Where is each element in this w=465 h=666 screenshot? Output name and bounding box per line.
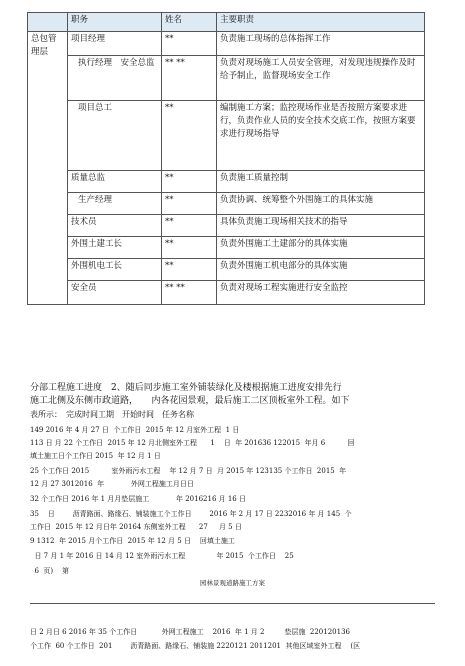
role-cell: 项目经理 bbox=[68, 32, 162, 56]
role-cell: 技术员 bbox=[68, 215, 162, 237]
table-row bbox=[28, 215, 425, 237]
role-cell: 外围土建工长 bbox=[68, 237, 162, 259]
table-row bbox=[28, 237, 425, 259]
name-cell: ** bbox=[162, 215, 217, 237]
duty-cell: 负责对现场施工人员安全管理，对发现违规操作及时给予制止，监督现场安全工作 bbox=[217, 56, 425, 101]
name-cell: ** bbox=[162, 101, 217, 171]
group-label-cell: 总包管理层 bbox=[28, 32, 68, 305]
schedule-line: 工作日 2015 年 12 月日年 20164 东侧室外工程 27 月 5 日 bbox=[30, 523, 242, 531]
page-number-line: 6 页) 第 bbox=[30, 567, 69, 575]
table-row bbox=[28, 259, 425, 281]
schedule-line: 35 日 沥青路面、路缘石、铺装施工个工作日 2016 年 2 月 17 日 2232016 年 月 145 个 bbox=[30, 510, 352, 518]
role-cell: 项目总工 bbox=[68, 101, 162, 171]
role-cell: 外围机电工长 bbox=[68, 259, 162, 281]
duty-cell: 具体负责施工现场相关技术的指导 bbox=[217, 215, 425, 237]
duty-cell: 负责外围施工土建部分的具体实施 bbox=[217, 237, 425, 259]
paragraph-line: 分部工程施工进度 2、随后同步施工室外铺装绿化及楼根据施工进度安排先行 bbox=[30, 383, 342, 393]
role-cell: 质量总监 bbox=[68, 171, 162, 193]
duty-cell: 负责对现场工程实施进行安全监控 bbox=[217, 281, 425, 305]
schedule-line: 25 个工作日 2015 室外雨污水工程 年 12 月 7 日 月 2015 年 123135 个工作日 2015 年 bbox=[30, 467, 347, 475]
duty-cell: 负责施工质量控制 bbox=[217, 171, 425, 193]
role-cell: 安全员 bbox=[68, 281, 162, 305]
table-header-name: 姓名 bbox=[162, 13, 217, 32]
name-cell: ** bbox=[162, 237, 217, 259]
schedule-line: 12 月 27 3012016 年 外网工程施工月日日 bbox=[30, 480, 194, 488]
footer-title: 园林景观道路施工方案 bbox=[200, 579, 265, 587]
table-row bbox=[28, 56, 425, 101]
schedule-line: 149 2016 年 4 月 27 日 个工作日 2015 年 12 月室外工程 1 日 bbox=[30, 426, 240, 434]
schedule-line: 填土施工日个工作日 2015 年 12 月 1 日 bbox=[30, 452, 161, 460]
table-header-row bbox=[28, 13, 425, 32]
table-header-corner bbox=[28, 13, 68, 32]
table-row bbox=[28, 193, 425, 215]
schedule-line: 日 7 月 1 年 2016 日 14 月 12 室外雨污水工程 年 2015 个工作日 25 bbox=[30, 552, 294, 560]
table-row bbox=[28, 171, 425, 193]
responsibility-table bbox=[27, 12, 425, 305]
table-header-role: 职务 bbox=[68, 13, 162, 32]
duty-cell: 编制施工方案；监控现场作业是否按照方案要求进行，负责作业人员的安全技术交底工作，按照方案要求进行现场指导 bbox=[217, 101, 425, 171]
paragraph-line: 施工北侧及东侧市政道路， 内各花园景观，最后施工二区顶板室外工程。如下 bbox=[30, 396, 350, 406]
duty-cell: 负责协调、统筹整个外围施工的具体实施 bbox=[217, 193, 425, 215]
schedule-line: 9 1312 年 2015 月个工作日 2015 年 12 月 5 日 回填土施工 bbox=[30, 537, 235, 545]
paragraph-line: 表所示： 完成时间工期 开始时间 任务名称 bbox=[30, 410, 194, 419]
schedule-line: 113 日 月 22 个工作日 2015 年 12 月北侧室外工程 1 日 年 201636 122015 年月 6 回 bbox=[30, 439, 355, 447]
role-cell: 执行经理 安全总监 bbox=[68, 56, 162, 101]
name-cell: ** ** bbox=[162, 281, 217, 305]
table-row bbox=[28, 281, 425, 305]
name-cell: ** ** bbox=[162, 56, 217, 101]
table-row bbox=[28, 32, 425, 56]
bottom-line: 日 2 月日 6 2016 年 35 个工作日 外网工程施工 2016 年 1 月 2 垫层施 220120136 bbox=[30, 628, 350, 636]
duty-cell: 负责外围施工机电部分的具体实施 bbox=[217, 259, 425, 281]
name-cell: ** bbox=[162, 259, 217, 281]
name-cell: ** bbox=[162, 171, 217, 193]
name-cell: ** bbox=[162, 193, 217, 215]
role-cell: 生产经理 bbox=[68, 193, 162, 215]
schedule-line: 32 个工作日 2016 年 1 月月垫层施工 年 2016216 月 16 日 bbox=[30, 495, 246, 503]
table-row bbox=[28, 101, 425, 171]
footer-divider bbox=[30, 603, 435, 604]
duty-cell: 负责施工现场的总体指挥工作 bbox=[217, 32, 425, 56]
name-cell: ** bbox=[162, 32, 217, 56]
table-header-duty: 主要职责 bbox=[217, 13, 425, 32]
bottom-line: 个工作 60 个工作日 201 沥青路面、路缘石、铺装施 2220121 2011201 其他区域室外工程 (区 bbox=[30, 642, 361, 650]
